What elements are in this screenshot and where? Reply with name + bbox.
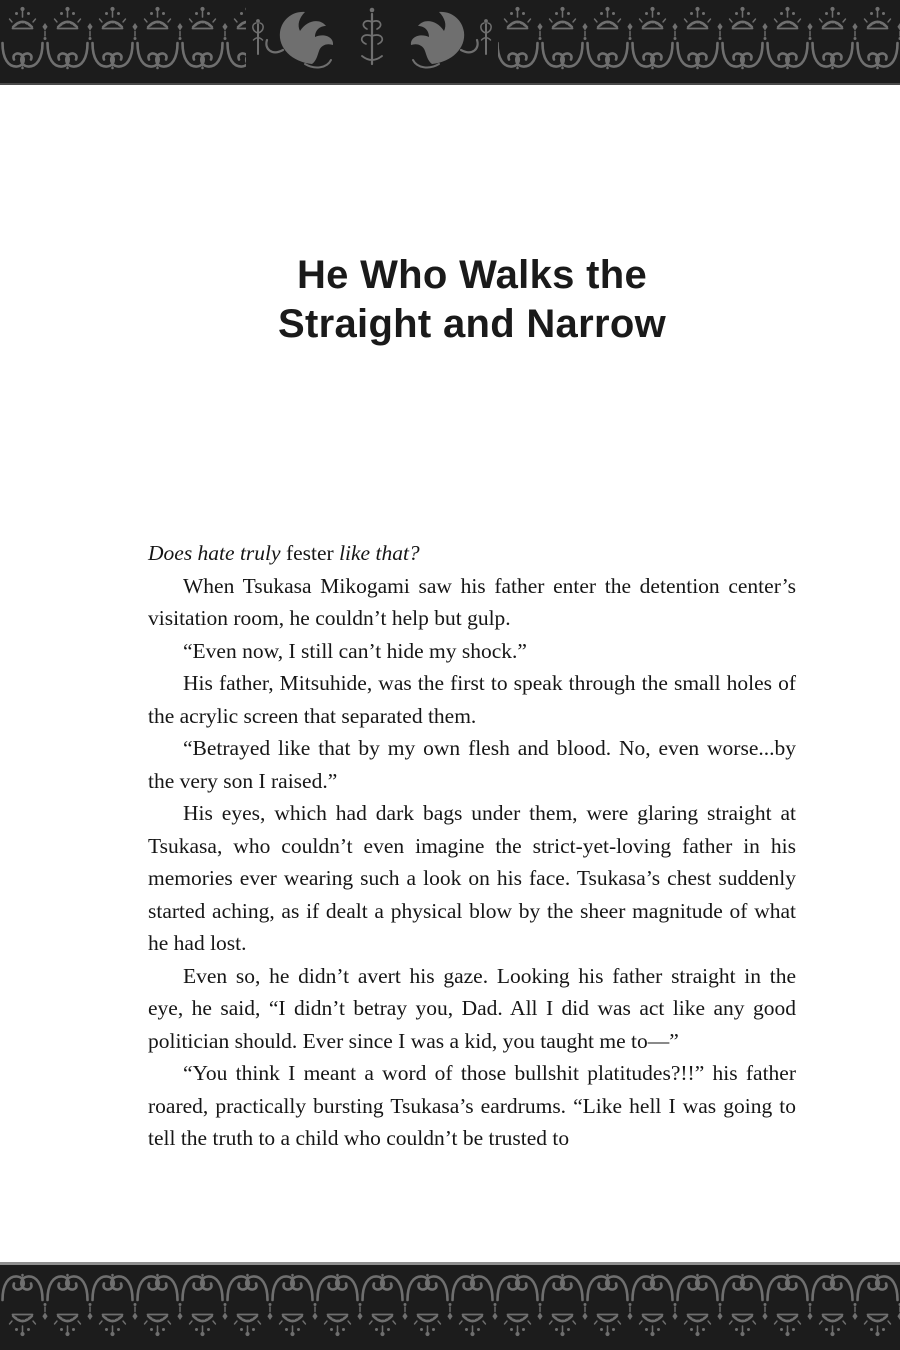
body-text-segment: His eyes, which had dark bags under them, were glaring straight at Tsukasa, who couldn’t even imagine the strict-yet-loving father in his memories ever wearing such a look on his face. Tsukasa’s chest suddenly started aching, as if dealt a physical blow by the sheer magnitude of what he had lost.	[148, 801, 796, 955]
ornament-border-top	[0, 0, 900, 85]
body-text-segment: “Even now, I still can’t hide my shock.”	[183, 638, 527, 663]
paragraph	[148, 797, 796, 960]
damask-ornament-bottom-icon	[0, 1265, 900, 1350]
chapter-title-line1: He Who Walks the	[296, 253, 647, 297]
paragraph	[148, 570, 796, 635]
body-text-segment: His father, Mitsuhide, was the first to speak through the small holes of the acrylic screen that separated them.	[148, 671, 796, 728]
body-text-segment: “Betrayed like that by my own flesh and blood. No, even worse...by the very son I raised.”	[148, 736, 796, 793]
ornament-border-bottom	[0, 1262, 900, 1350]
paragraph	[148, 960, 796, 1058]
damask-ornament-top-icon	[0, 0, 900, 83]
chapter-title	[148, 251, 796, 349]
body-text-segment: “You think I meant a word of those bullshit platitudes?!!” his father roared, practically bursting Tsukasa’s eardrums. “Like hell I was going to tell the truth to a child who couldn’t be trusted to	[148, 1061, 796, 1150]
page-content	[0, 85, 900, 1262]
paragraph	[148, 635, 796, 668]
body-text-segment: Even so, he didn’t avert his gaze. Looking his father straight in the eye, he said, “I didn’t betray you, Dad. All I did was act like any good politician should. Ever since I was a kid, you taught me to—”	[148, 963, 796, 1053]
paragraph	[148, 732, 796, 797]
paragraph	[148, 537, 796, 570]
italic-text: like that?	[339, 541, 420, 565]
body-text-segment: When Tsukasa Mikogami saw his father enter the detention center’s visitation room, he couldn’t help but gulp.	[148, 573, 796, 630]
italic-text: Does hate truly	[148, 541, 286, 565]
paragraph	[148, 1057, 796, 1155]
body-text-segment: fester	[285, 541, 340, 565]
chapter-title-line2: Straight and Narrow	[278, 302, 666, 346]
paragraph	[148, 667, 796, 732]
body-text	[148, 537, 796, 1155]
